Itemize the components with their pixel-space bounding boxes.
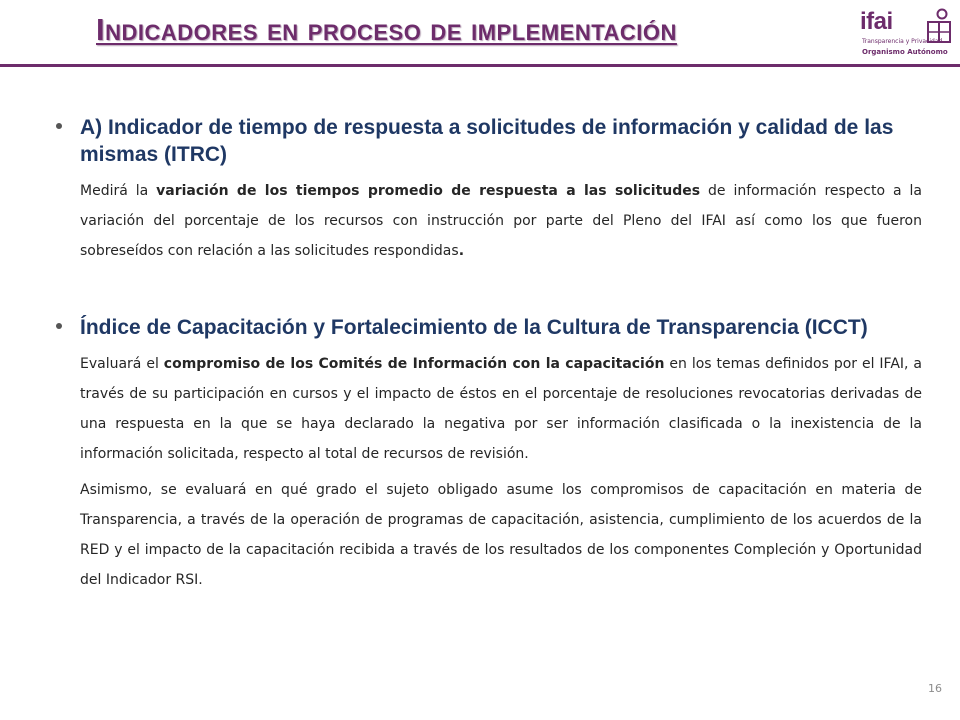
bullet-item [52,114,922,168]
paragraph-text: Evaluará el [80,356,164,372]
logo-subtitle-2: Organismo Autónomo [862,48,948,56]
section-icct [52,314,922,595]
logo-wordmark: ifai [860,8,893,35]
bullet-icon [56,123,62,129]
paragraph-bold-text: compromiso de los Comités de Información con la capacitación [163,356,665,372]
slide-header [0,0,960,66]
logo-subtitle: Transparencia y Privacidad [862,38,943,45]
header-divider [0,64,960,67]
paragraph-bold-text: variación de los tiempos promedio de respuesta a las solicitudes [156,183,701,199]
paragraph-text: de información respecto a la variación del porcentaje de los recursos con instrucción por parte del Pleno del IFAI así como los que fueron sobreseídos con relación a las solicitudes respondidas [80,183,922,259]
section-heading: A) Indicador de tiempo de respuesta a solicitudes de información y calidad de las mismas (ITRC) [80,116,894,166]
paragraph-text: en los temas definidos por el IFAI, a través de su participación en cursos y el impacto de éstos en el porcentaje de resoluciones revocatorias derivadas de una respuesta en la que se haya declarado la negativa por ser información clasificada o la inexistencia de la información solicitada, respecto al total de recursos de revisión. [80,356,923,462]
page-number: 16 [928,682,942,695]
section-paragraph [80,176,922,266]
section-paragraph [80,349,922,469]
ifai-logo [860,6,958,66]
paragraph-bold-text: . [458,243,465,259]
bullet-icon [56,323,62,329]
section-paragraph-2: Asimismo, se evaluará en qué grado el sujeto obligado asume los compromisos de capacitación en materia de Transparencia, a través de la operación de programas de capacitación, asistencia, cumplimiento de los acuerdos de la RED y el impacto de la capacitación recibida a través de los resultados de los componentes Compleción y Oportunidad del Indicador RSI. [80,482,922,588]
section-itrc [52,114,922,266]
slide-title: Indicadores en proceso de implementación [96,12,677,47]
bullet-item [52,314,922,341]
paragraph-text: Medirá la [80,183,157,199]
section-heading: Índice de Capacitación y Fortalecimiento de la Cultura de Transparencia (ICCT) [80,316,868,339]
